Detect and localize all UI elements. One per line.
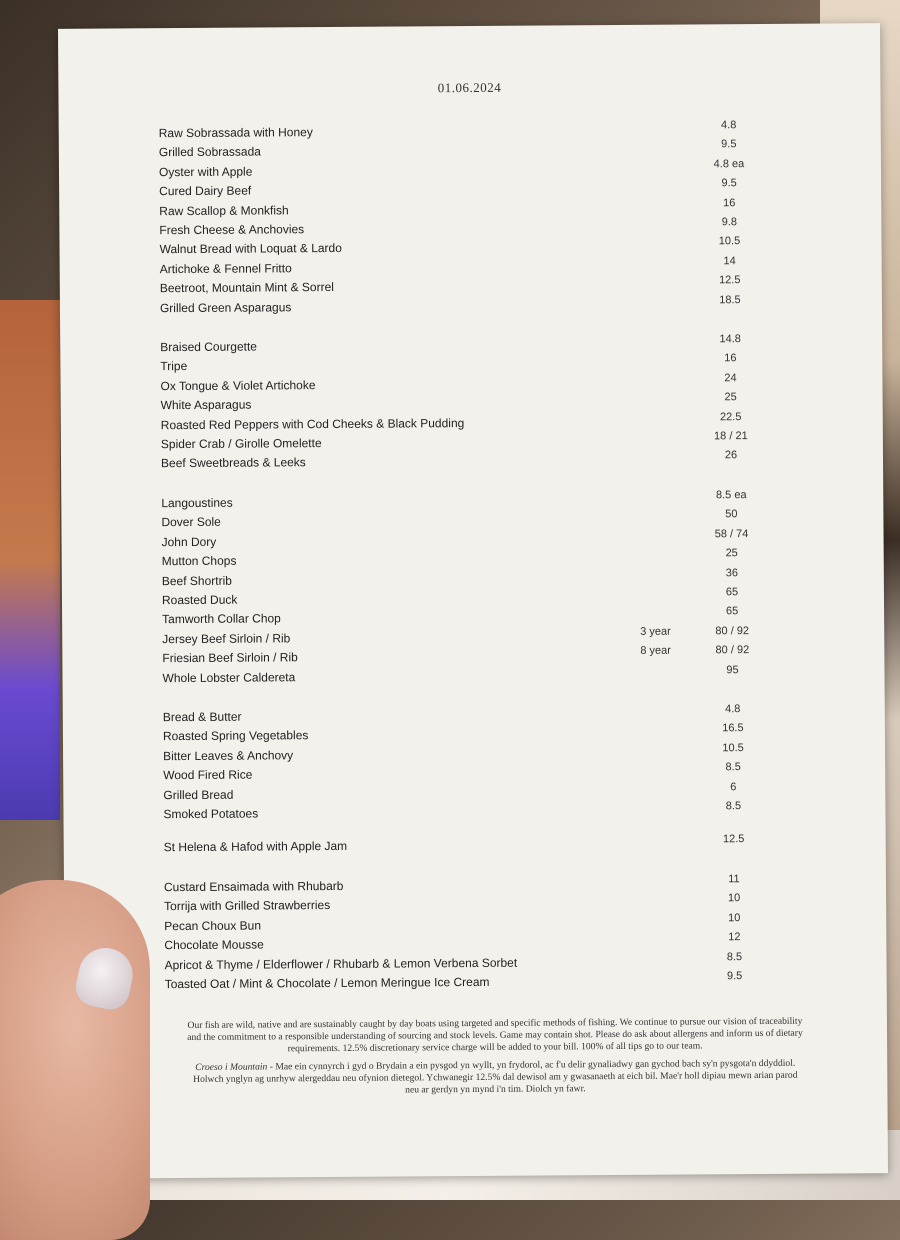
- menu-item-price: 25: [724, 391, 737, 404]
- menu-item-name: Toasted Oat / Mint & Chocolate / Lemon Meringue Ice Cream: [164, 974, 490, 992]
- menu-item: [164, 970, 805, 997]
- menu-item-name: Braised Courgette: [160, 339, 258, 355]
- menu-item-name: Roasted Duck: [161, 592, 238, 608]
- footer-welsh: [185, 1058, 805, 1098]
- menu-item-price: 10.5: [718, 235, 741, 248]
- menu-item-name: Dover Sole: [161, 515, 221, 530]
- menu-item-price: 14.8: [719, 333, 741, 346]
- footer-welsh-lead: Croeso i Mountain: [195, 1061, 268, 1073]
- menu-item-price: 58 / 74: [714, 527, 749, 541]
- menu-item: [159, 293, 800, 320]
- footer-welsh-text: - Mae ein cynnyrch i gyd o Brydain a ein pysgod yn wyllt, yn frydorol, ac f'u delir gynaliadwy gan gychod bach sy'n pysgota'n ddyddiol. Holwch ynglyn ag unrhyw alergeddau neu ofynion dietegol. Ychwanegir 12.5% dal dewisol am y gwasanaeth at eich bil. Mae'r holl dipiau mewn arian parod neu ar gerdyn yn mynd i'n tim. Diolch yn fawr.: [193, 1057, 798, 1096]
- menu-item-price: 12: [728, 931, 741, 944]
- menu-item-name: Grilled Green Asparagus: [159, 299, 292, 315]
- menu-item-name: Grilled Sobrassada: [158, 144, 261, 160]
- menu-item-price: 14: [723, 254, 736, 267]
- menu-item-name: John Dory: [161, 534, 217, 549]
- menu-item-aging: 8 year: [640, 644, 671, 657]
- menu-date: 01.06.2024: [437, 79, 502, 96]
- menu-item-price: 8.5 ea: [715, 489, 747, 502]
- menu-item-name: Fresh Cheese & Anchovies: [159, 222, 305, 238]
- menu-item-name: Raw Scallop & Monkfish: [159, 202, 289, 218]
- menu-item-name: Roasted Red Peppers with Cod Cheeks & Black Pudding: [160, 415, 465, 432]
- menu-item-price: 95: [726, 663, 739, 676]
- hand: [0, 880, 150, 1240]
- menu-item-name: Raw Sobrassada with Honey: [158, 125, 313, 141]
- menu-item-price: 11: [728, 873, 740, 886]
- menu-item-name: Jersey Beef Sirloin / Rib: [162, 631, 291, 646]
- menu-item-price: 18.5: [719, 293, 741, 306]
- menu-item: [162, 663, 802, 690]
- menu-item-price: 8.5: [725, 761, 741, 774]
- menu-item-name: Pecan Choux Bun: [164, 918, 262, 933]
- menu-item-name: Ox Tongue & Violet Artichoke: [160, 377, 316, 393]
- menu-item-price: 18 / 21: [713, 430, 748, 443]
- menu-item-name: Chocolate Mousse: [164, 937, 264, 953]
- menu-item-name: Custard Ensaimada with Rhubarb: [163, 878, 344, 895]
- menu-item-price: 22.5: [719, 410, 742, 423]
- menu-section-5: [163, 833, 804, 860]
- menu-item-name: Oyster with Apple: [158, 164, 253, 179]
- menu-item-name: Wood Fired Rice: [163, 767, 253, 783]
- menu-item-price: 65: [725, 586, 739, 599]
- menu-item-price: 16: [723, 196, 736, 209]
- menu-item-price: 10: [728, 911, 741, 925]
- menu-item-name: Spider Crab / Girolle Omelette: [160, 436, 322, 452]
- menu-item-name: Beef Sweetbreads & Leeks: [160, 455, 306, 471]
- menu-item-name: Apricot & Thyme / Elderflower / Rhubarb & Lemon Verbena Sorbet: [164, 955, 518, 972]
- menu-section-3: [161, 489, 802, 690]
- menu-item-name: Mutton Chops: [161, 553, 237, 569]
- footer-english: Our fish are wild, native and are sustainably caught by day boats using targeted and specific methods of fishing. We continue to pursue our vision of traceability and the commitment to a responsible understanding of sourcing and stock levels. Game may contain shot. Please do ask about allergens and inform us of dietary requirements. 12.5% discretionary service charge will be added to your bill. 100% of all tips go to our team.: [187, 1015, 803, 1055]
- menu-item-price: 6: [730, 780, 737, 793]
- menu-item-name: Bitter Leaves & Anchovy: [163, 748, 294, 763]
- menu-item-price: 12.5: [722, 833, 745, 846]
- menu-section-4: [162, 703, 804, 827]
- menu-section-2: [160, 333, 801, 476]
- menu-item-price: 36: [725, 566, 738, 579]
- menu-item-name: Roasted Spring Vegetables: [162, 728, 309, 744]
- menu-item: [163, 800, 803, 827]
- menu-item-name: Beetroot, Mountain Mint & Sorrel: [159, 280, 334, 296]
- menu-item-price: 65: [725, 605, 739, 618]
- menu-item-price: 8.5: [726, 950, 743, 963]
- menu-item-price: 9.8: [721, 216, 738, 229]
- menu-item-price: 10: [727, 892, 741, 905]
- menu-item-name: Bread & Butter: [162, 709, 242, 725]
- menu-item-name: Tamworth Collar Chop: [162, 611, 281, 627]
- menu-item-price: 4.8 ea: [713, 157, 745, 171]
- menu-item-name: Tripe: [160, 359, 188, 374]
- menu-item-name: Artichoke & Fennel Fritto: [159, 260, 292, 276]
- menu-item-name: Whole Lobster Caldereta: [162, 669, 296, 685]
- menu-footer: [185, 1016, 806, 1104]
- menu-item-name: White Asparagus: [160, 397, 252, 413]
- menu-item-price: 16: [724, 352, 737, 365]
- menu-sheet: [58, 23, 888, 1179]
- menu-item-price: 12.5: [719, 274, 741, 287]
- menu-item-price: 9.5: [721, 138, 737, 151]
- menu-item-aging: 3 year: [640, 625, 671, 638]
- menu-item-price: 80 / 92: [715, 644, 750, 657]
- menu-item-name: Cured Dairy Beef: [159, 183, 252, 199]
- menu-item-price: 9.5: [726, 970, 743, 983]
- menu-item-name: Grilled Bread: [163, 787, 234, 802]
- menu-item-price: 16.5: [722, 722, 744, 735]
- menu-item: [163, 833, 804, 860]
- background-left: [0, 300, 60, 820]
- menu-item: [160, 449, 801, 476]
- menu-item-name: Langoustines: [161, 495, 233, 511]
- menu-item-name: Smoked Potatoes: [163, 806, 259, 822]
- menu-item-name: Torrija with Grilled Strawberries: [164, 898, 331, 914]
- menu-item-price: 50: [725, 508, 738, 521]
- menu-item-price: 4.8: [720, 119, 737, 132]
- menu-item-name: St Helena & Hafod with Apple Jam: [163, 838, 348, 855]
- menu-item-price: 4.8: [725, 703, 741, 716]
- menu-section-1: [158, 119, 800, 320]
- menu-section-6: [163, 873, 805, 997]
- menu-item-name: Walnut Bread with Loquat & Lardo: [159, 241, 342, 257]
- menu-item-price: 9.5: [721, 177, 737, 190]
- menu-item-name: Friesian Beef Sirloin / Rib: [162, 650, 298, 666]
- menu-item-price: 25: [725, 547, 738, 560]
- menu-item-price: 26: [724, 449, 738, 462]
- menu-item-price: 80 / 92: [715, 624, 750, 638]
- menu-item-price: 10.5: [722, 741, 744, 755]
- menu-item-name: Beef Shortrib: [161, 573, 232, 588]
- menu-item-price: 24: [724, 371, 737, 385]
- menu-item-price: 8.5: [725, 800, 742, 813]
